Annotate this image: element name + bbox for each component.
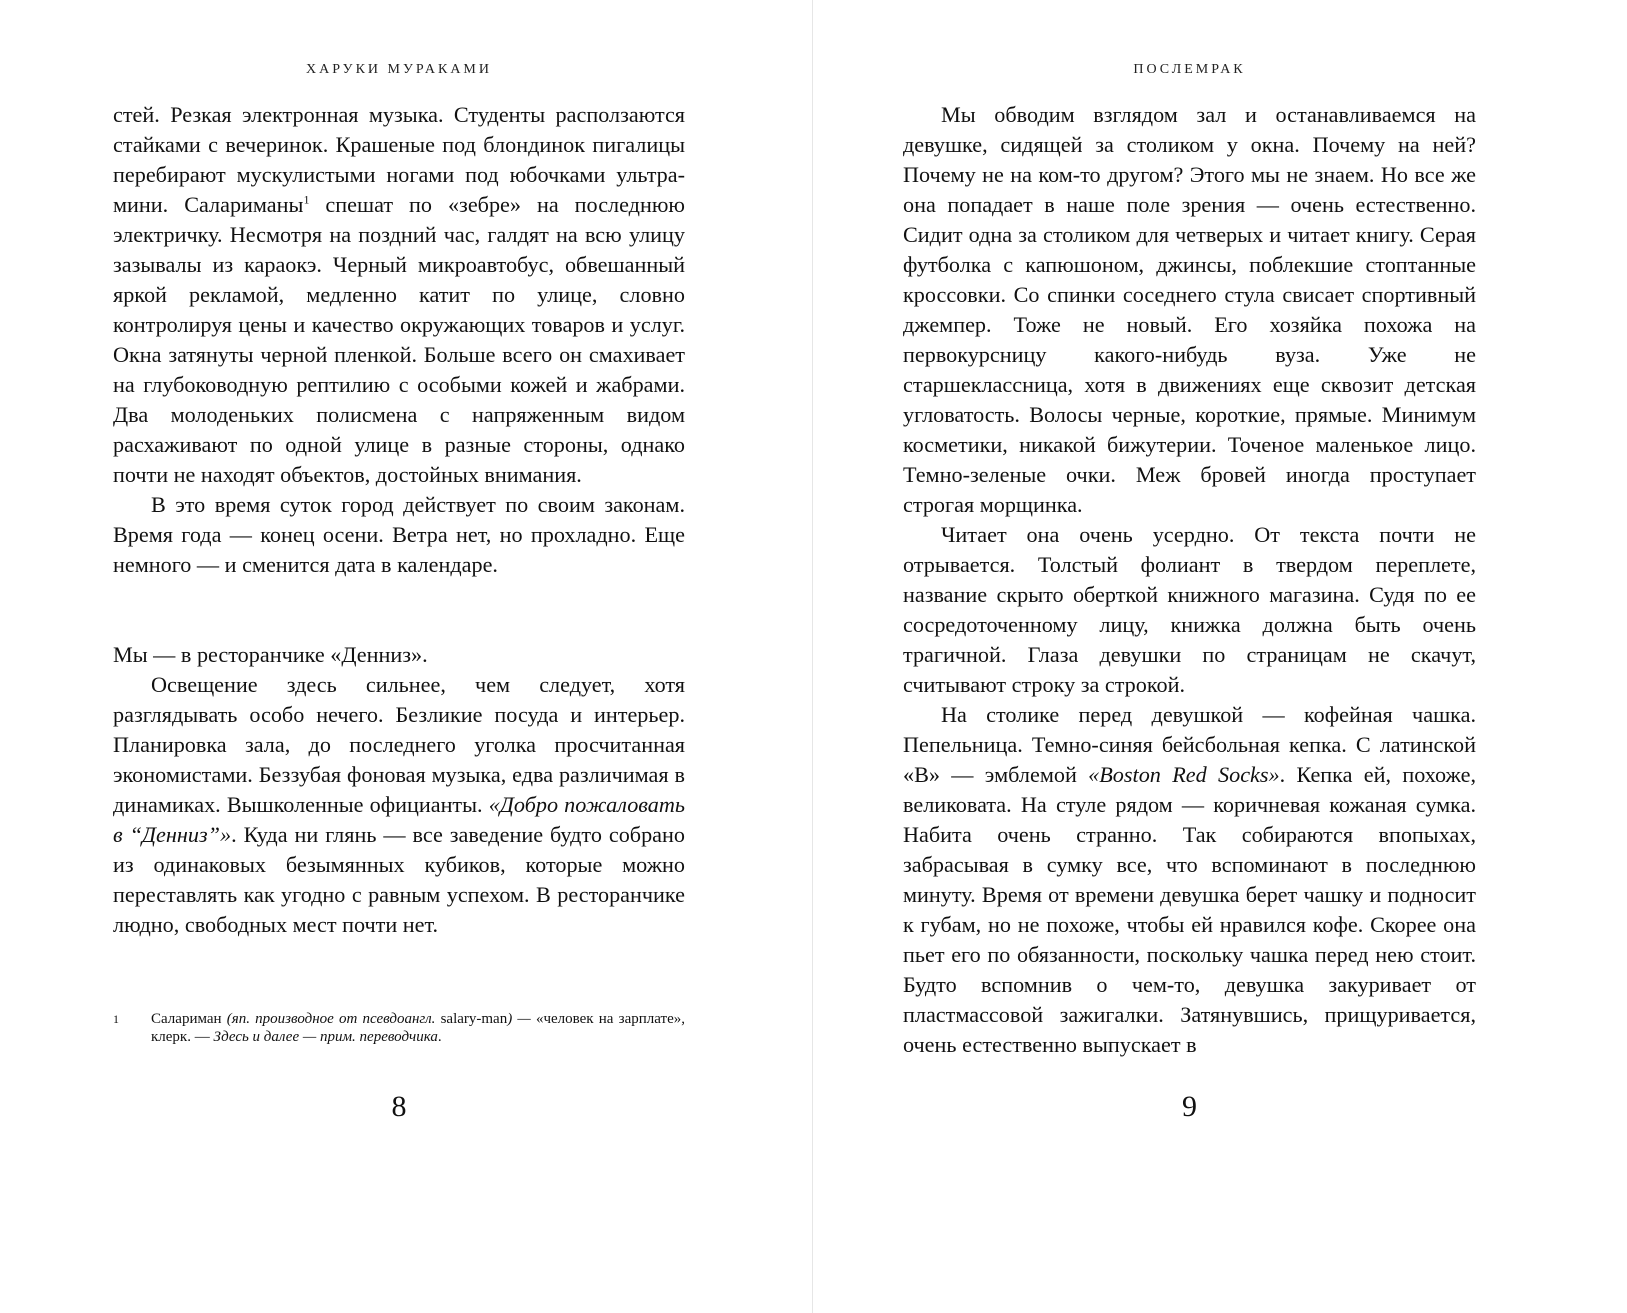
italic-phrase: «Добро пожаловать в “Денниз”»	[113, 792, 685, 847]
right-page-body	[903, 100, 1476, 1060]
footnote-latin: salary-man	[435, 1011, 508, 1027]
left-page	[0, 0, 813, 1313]
footnote-italic: Здесь и далее — прим. переводчика	[213, 1029, 438, 1045]
paragraph-text: спешат по «зебре» на последнюю электричку. Несмотря на поздний час, галдят на всю улицу зазывалы из караокэ. Черный микроавтобус, обвешанный яркой рекламой, медленно катит по улице, словно контролируя цены и качество окружающих товаров и услуг. Окна затянуты черной пленкой. Больше всего он смахивает на глубоководную рептилию с особыми кожей и жабрами. Два молоденьких полисмена с напряженным видом расхаживают по одной улице в разные стороны, однако почти не находят объектов, достойных внимания.	[113, 192, 685, 487]
paragraph-text: Освещение здесь сильнее, чем следует, хотя разглядывать особо нечего. Безликие посуда и интерьер. Планировка зала, до последнего уголка просчитанная экономистами. Беззубая фоновая музыка, едва различимая в динамиках. Вышколенные официанты.	[113, 672, 685, 817]
footnote-body	[151, 1010, 685, 1046]
paragraph: В это время суток город действует по своим законам. Время года — конец осени. Ветра нет, но прохладно. Еще немного — и сменится дата в календаре.	[113, 492, 685, 577]
running-head-author: ХАРУКИ МУРАКАМИ	[306, 62, 492, 77]
paragraph-text: стей. Резкая электронная музыка. Студенты расползаются стайками с вечеринок. Крашеные под блондинок пигалицы перебирают мускулистыми ногами под юбочками ультра-мини. Салариманы	[113, 102, 685, 217]
footnote-term: Салариман	[151, 1011, 227, 1027]
section-break	[113, 580, 685, 640]
paragraph	[113, 100, 685, 490]
footnote-definition: «человек на зарплате», клерк. —	[151, 1011, 685, 1045]
footnote-end: .	[437, 1029, 442, 1045]
page-number-right: 9	[1182, 1090, 1197, 1123]
footnote-italic: ) —	[507, 1011, 536, 1027]
paragraph: Читает она очень усердно. От текста почти не отрывается. Толстый фолиант в твердом переплете, название скрыто оберткой книжного магазина. Судя по ее сосредоточенному лицу, книжка должна быть очень трагичной. Глаза девушки по страницам не скачут, считывают строку за строкой.	[903, 522, 1476, 697]
footnote-reference[interactable]: 1	[303, 192, 310, 207]
footnote-number: 1	[113, 1012, 119, 1026]
running-head-title: ПОСЛЕМРАК	[1133, 62, 1246, 77]
footnote-italic: (яп. производное от псевдоангл.	[226, 1011, 436, 1027]
paragraph	[113, 670, 685, 940]
left-page-body	[113, 100, 685, 940]
paragraph-text: На столике перед девушкой — кофейная чашка. Пепельница. Темно-синяя бейсбольная кепка. С латинской «B» — эмблемой	[903, 702, 1476, 787]
paragraph: Мы обводим взглядом зал и останавливаемся на девушке, сидящей за столиком у окна. Почему на ней? Почему не на ком-то другом? Этого мы не знаем. Но все же она попадает в наше поле зрения — очень естественно. Сидит одна за столиком для четверых и читает книгу. Серая футболка с капюшоном, джинсы, поблекшие стоптанные кроссовки. Со спинки соседнего стула свисает спортивный джемпер. Тоже не новый. Его хозяйка похожа на первокурсницу какого-нибудь вуза. Уже не старшеклассница, хотя в движениях еще сквозит детская угловатость. Волосы черные, короткие, прямые. Минимум косметики, никакой бижутерии. Точеное маленькое лицо. Темно-зеленые очки. Меж бровей иногда проступает строгая морщинка.	[903, 102, 1476, 517]
page-number-left: 8	[391, 1090, 407, 1123]
paragraph	[903, 700, 1476, 1060]
footnote	[113, 1010, 685, 1046]
paragraph-text: . Куда ни глянь — все заведение будто собрано из одинаковых безымянных кубиков, которые можно переставлять как угодно с равным успехом. В ресторанчике людно, свободных мест почти нет.	[113, 822, 686, 937]
italic-phrase: «Boston Red Socks»	[1088, 762, 1280, 787]
paragraph: Мы — в ресторанчике «Денниз».	[113, 642, 428, 667]
paragraph-text: . Кепка ей, похоже, великовата. На стуле рядом — коричневая кожаная сумка. Набита очень странно. Так собираются впопыхах, забрасывая в сумку все, что вспоминают в последнюю минуту. Время от времени девушка берет чашку и подносит к губам, но не похоже, чтобы ей нравился кофе. Скорее она пьет его по обязанности, поскольку чашка перед нею стоит. Будто вспомнив о чем-то, девушка закуривает от пластмассовой зажигалки. Затянувшись, прищуривается, очень естественно выпускает в	[903, 762, 1476, 1057]
right-page	[813, 0, 1627, 1313]
